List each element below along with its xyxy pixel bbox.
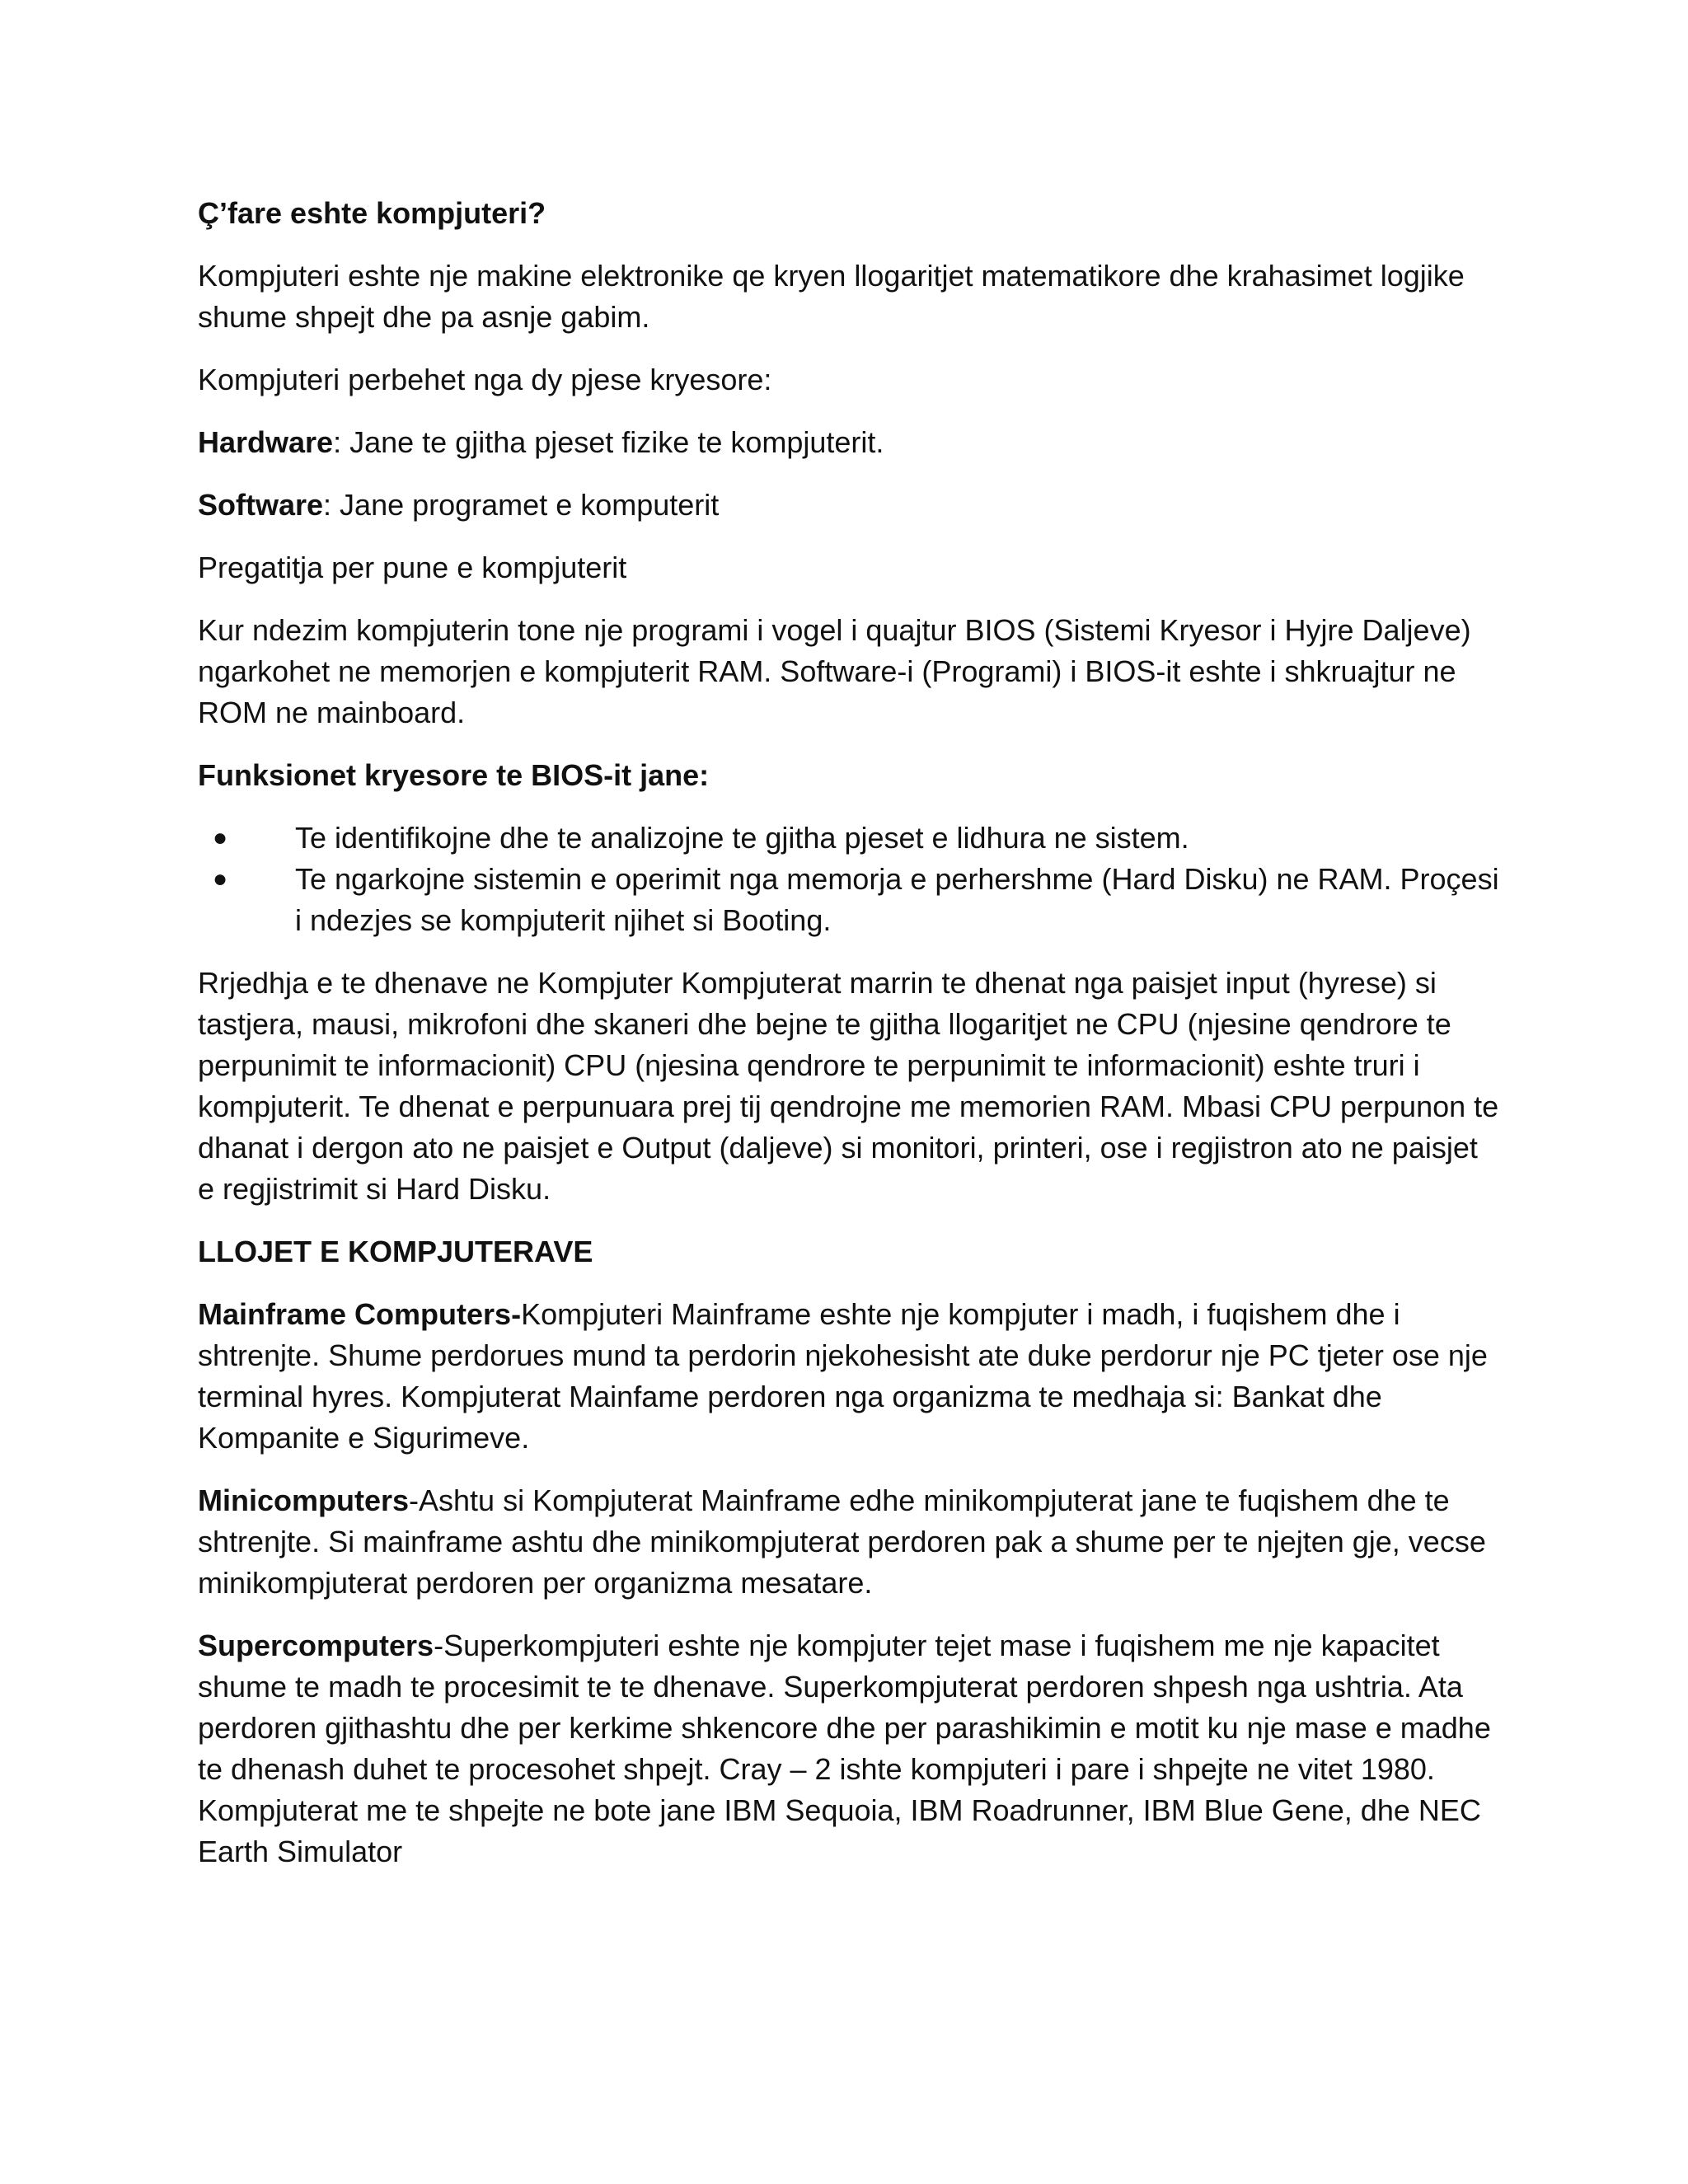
software-definition: : Jane programet e komputerit	[323, 488, 720, 522]
bullet-icon: ●	[213, 865, 228, 893]
preparation-title: Pregatitja per pune e kompjuterit	[198, 551, 627, 584]
hardware-term: Hardware	[198, 425, 334, 459]
data-flow-paragraph: Rrjedhja e te dhenave ne Kompjuter Kompjuterat marrin te dhenat nga paisjet input (hyrese) si tastjera, mausi, mikrofoni dhe skaneri dhe bejne te gjitha llogaritjet ne CPU (njesine qendrore te perpunimit te informacionit) CPU (njesina qendrore te perpunimit te informacionit) eshte truri i kompjuterit. Te dhenat e perpunuara prej tij qendrojne me memorien RAM. Mbasi CPU perpunon te dhanat i dergon ato ne paisjet e Output (daljeve) si monitori, printeri, ose i regjistron ato ne paisjet e regjistrimit si Hard Disku.	[198, 966, 1499, 1206]
list-item-text: Te ngarkojne sistemin e operimit nga memorja e perhershme (Hard Disku) ne RAM. Proçesi i ndezjes se kompjuterit njihet si Booting.	[295, 862, 1499, 937]
hardware-definition: : Jane te gjitha pjeset fizike te kompjuterit.	[333, 425, 884, 459]
mainframe-paragraph	[198, 1294, 1500, 1459]
list-item-text: Te identifikojne dhe te analizojne te gjitha pjeset e lidhura ne sistem.	[295, 821, 1189, 855]
bullet-icon: ●	[213, 824, 228, 851]
document-page	[198, 193, 1500, 1894]
bios-functions-list	[198, 818, 1500, 941]
supercomputers-paragraph	[198, 1625, 1500, 1872]
software-paragraph	[198, 485, 1500, 526]
minicomputers-paragraph	[198, 1480, 1500, 1604]
software-term: Software	[198, 488, 324, 522]
list-item	[213, 859, 1500, 941]
bios-paragraph: Kur ndezim kompjuterin tone nje programi i vogel i quajtur BIOS (Sistemi Kryesor i Hyjre Daljeve) ngarkohet ne memorjen e kompjuterit RAM. Software-i (Programi) i BIOS-it eshte i shkruajtur ne ROM ne mainboard.	[198, 613, 1471, 729]
document-title: Ç’fare eshte kompjuteri?	[198, 196, 546, 230]
supercomputers-term: Supercomputers	[198, 1629, 434, 1662]
hardware-paragraph	[198, 422, 1500, 463]
mainframe-term: Mainframe Computers-	[198, 1297, 522, 1331]
supercomputers-text: -Superkompjuteri eshte nje kompjuter tejet mase i fuqishem me nje kapacitet shume te madh te procesimit te te dhenave. Superkompjuterat perdoren shpesh nga ushtria. Ata perdoren gjithashtu dhe per kerkime shkencore dhe per parashikimin e motit ku nje mase e madhe te dhenash duhet te procesohet shpejt. Cray – 2 ishte kompjuteri i pare i shpejte ne vitet 1980. Kompjuterat me te shpejte ne bote jane IBM Sequoia, IBM Roadrunner, IBM Blue Gene, dhe NEC Earth Simulator	[198, 1629, 1491, 1868]
computer-types-heading: LLOJET E KOMPJUTERAVE	[198, 1235, 593, 1268]
parts-intro-paragraph: Kompjuteri perbehet nga dy pjese kryesore:	[198, 363, 772, 396]
intro-paragraph: Kompjuteri eshte nje makine elektronike qe kryen llogaritjet matematikore dhe krahasimet logjike shume shpejt dhe pa asnje gabim.	[198, 259, 1465, 334]
minicomputers-text: -Ashtu si Kompjuterat Mainframe edhe minikompjuterat jane te fuqishem dhe te shtrenjte. Si mainframe ashtu dhe minikompjuterat perdoren pak a shume per te njejten gje, vecse minikompjuterat perdoren per organizma mesatare.	[198, 1483, 1486, 1600]
list-item	[213, 818, 1500, 859]
mainframe-text: Kompjuteri Mainframe eshte nje kompjuter i madh, i fuqishem dhe i shtrenjte. Shume perdorues mund ta perdorin njekohesisht ate duke perdorur nje PC tjeter ose nje terminal hyres. Kompjuterat Mainfame perdoren nga organizma te medhaja si: Bankat dhe Kompanite e Sigurimeve.	[198, 1297, 1488, 1455]
bios-functions-heading: Funksionet kryesore te BIOS-it jane:	[198, 758, 710, 792]
minicomputers-term: Minicomputers	[198, 1483, 410, 1517]
